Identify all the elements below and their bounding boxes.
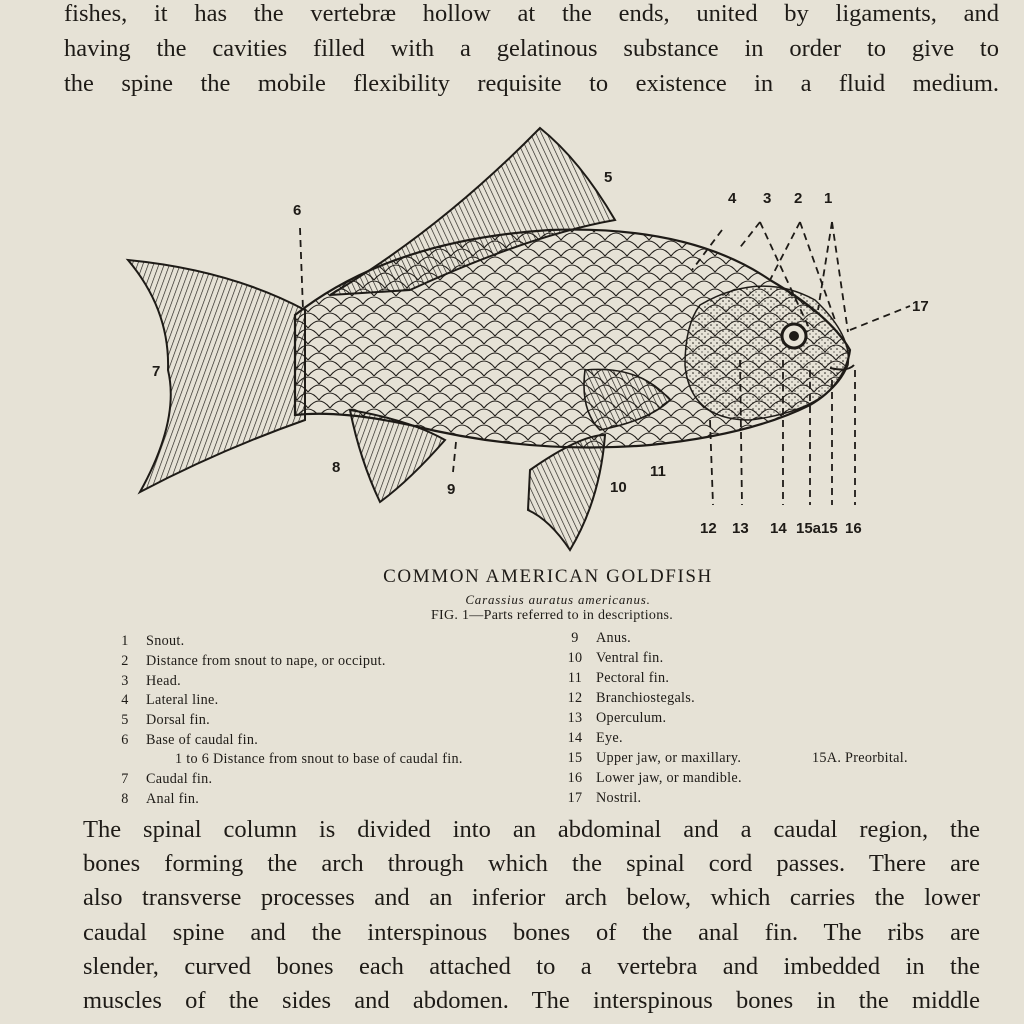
label-16: 16 [845, 520, 862, 537]
label-11: 11 [650, 463, 666, 480]
text-line: fishes, it has the vertebræ hollow at the ends, united by ligaments, and [64, 0, 999, 27]
text-line: bones forming the arch through which the spinal cord passes. There are [83, 850, 980, 878]
legend-right: 9 Anus. 10 Ventral fin. 11 Pectoral fin. 12 Branchiostegals. 13 Operculum. 14 Eye. 15 Upper jaw, or maxillary. 15A. Preorbital. 16 Lower jaw, or mandible. 17 Nostril. [567, 630, 908, 806]
scientific-name: Carassius auratus americanus. [465, 592, 651, 607]
legend-left: 1 Snout. 2 Distance from snout to nape, or occiput. 3 Head. 4 Lateral line. 5 Dorsal fin. 6 Base of caudal fin. 1 to 6 Distance from snout to base of caudal fin. 7 Caudal fin. 8 Anal fin. [121, 633, 463, 807]
goldfish-illustration [110, 120, 970, 565]
label-10: 10 [610, 479, 627, 496]
text-line: the spine the mobile flexibility requisite to existence in a fluid medium. [64, 70, 999, 97]
label-6: 6 [293, 202, 302, 219]
bottom-paragraph [83, 813, 980, 1018]
label-15a: 15a [796, 520, 822, 537]
label-17: 17 [912, 298, 929, 315]
label-3: 3 [763, 190, 772, 207]
label-8: 8 [332, 459, 341, 476]
label-13: 13 [732, 520, 749, 537]
label-1: 1 [824, 190, 833, 207]
text-line: slender, curved bones each attached to a vertebra and imbedded in the [83, 952, 980, 980]
figure-title: COMMON AMERICAN GOLDFISH [383, 566, 713, 587]
label-15: 15 [821, 520, 838, 537]
text-line: having the cavities filled with a gelatinous substance in order to give to [64, 35, 999, 62]
label-12: 12 [700, 520, 717, 537]
figure-caption: FIG. 1—Parts referred to in descriptions. [430, 608, 674, 623]
text-line: also transverse processes and an inferior arch below, which carries the lower [83, 884, 980, 912]
label-4: 4 [728, 190, 737, 207]
fish-head [685, 286, 848, 420]
text-line: muscles of the sides and abdomen. The interspinous bones in the middle [83, 986, 980, 1014]
top-paragraph [64, 0, 999, 101]
label-9: 9 [447, 481, 456, 498]
text-line: caudal spine and the interspinous bones of the anal fin. The ribs are [83, 918, 980, 946]
label-14: 14 [770, 520, 787, 537]
label-5: 5 [604, 169, 613, 186]
label-2: 2 [794, 190, 803, 207]
label-7: 7 [152, 363, 161, 380]
text-line: The spinal column is divided into an abdominal and a caudal region, the [83, 816, 980, 843]
ventral-fin [528, 435, 605, 550]
